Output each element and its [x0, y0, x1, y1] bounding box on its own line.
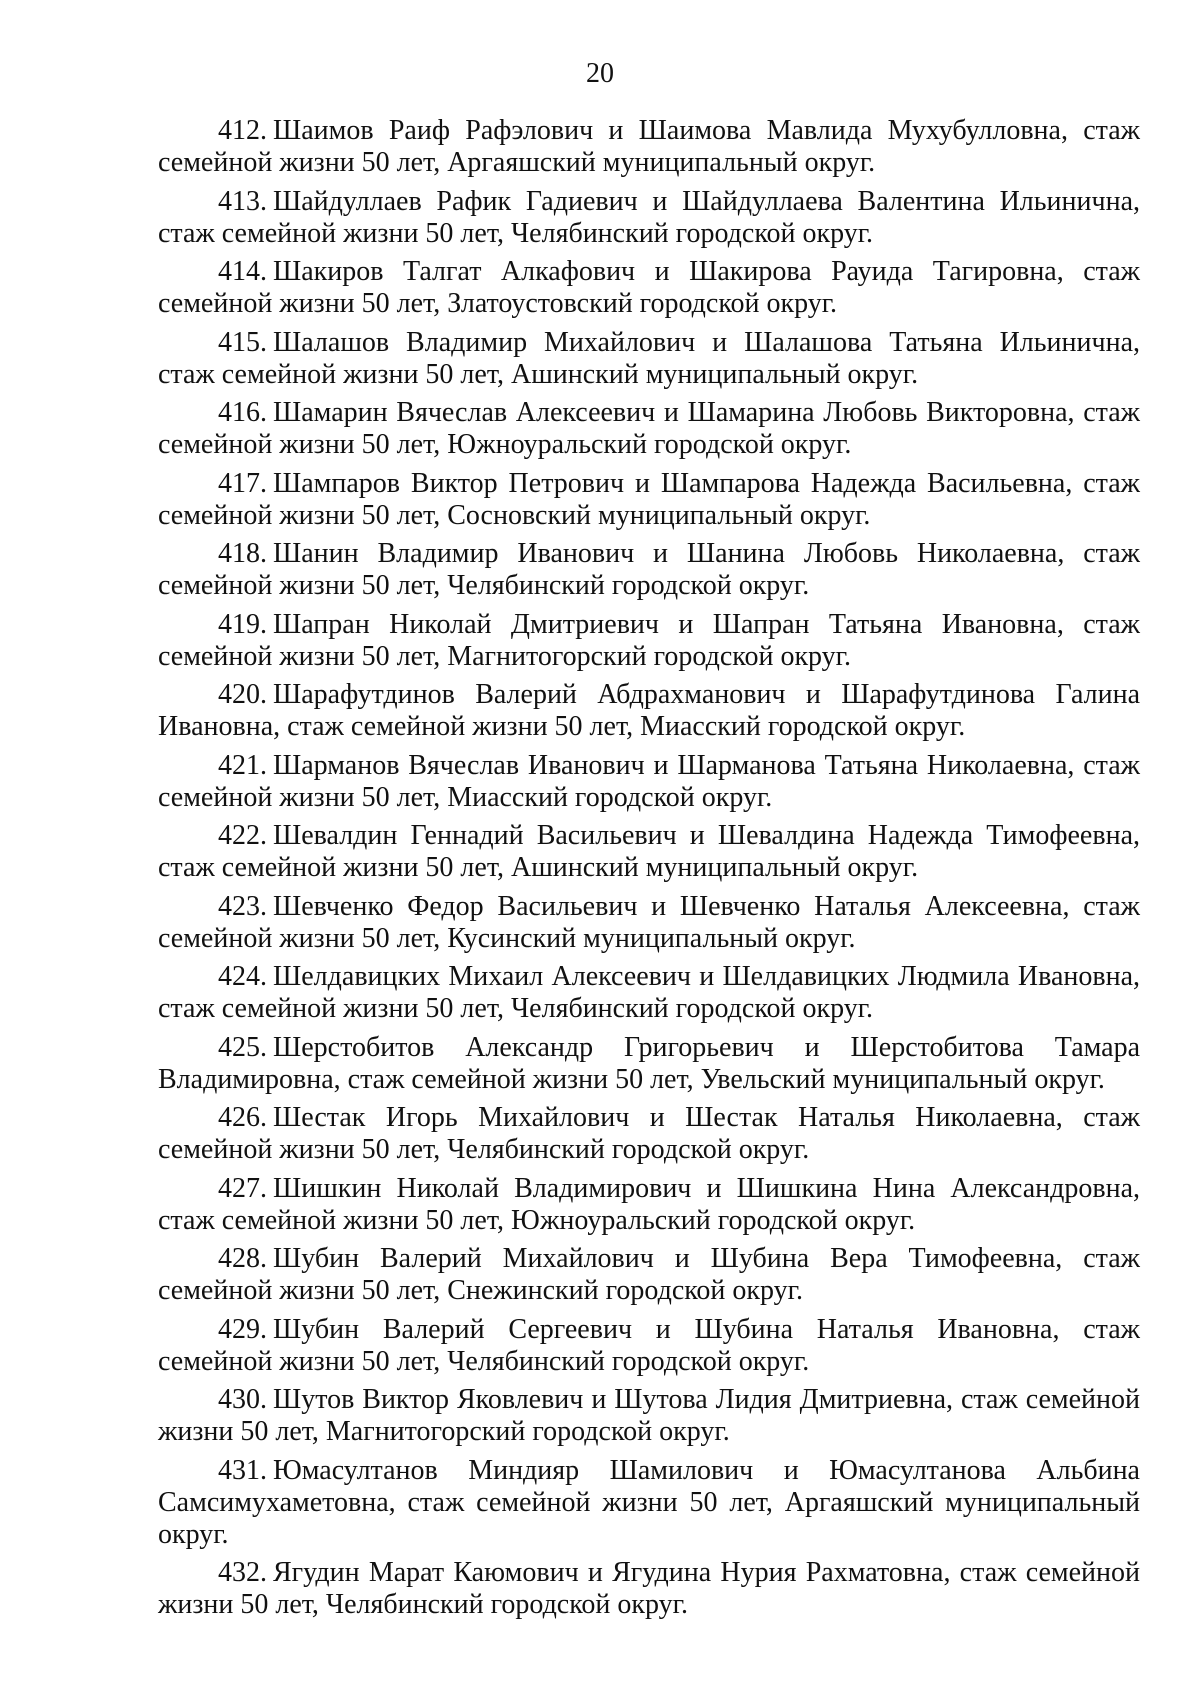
list-item: [158, 1314, 1140, 1378]
entry-number: 412.: [218, 115, 267, 146]
list-item: [158, 820, 1140, 884]
list-item: [158, 1384, 1140, 1448]
entry-text: Шубин Валерий Сергеевич и Шубина Наталья Ивановна, стаж семейной жизни 50 лет, Челябинский городской округ.: [158, 1313, 1140, 1377]
entry-text: Шайдуллаев Рафик Гадиевич и Шайдуллаева Валентина Ильинична, стаж семейной жизни 50 лет, Челябинский городской округ.: [158, 185, 1140, 249]
list-item: [158, 609, 1140, 673]
entry-number: 431.: [218, 1454, 267, 1486]
entry-text: Шампаров Виктор Петрович и Шампарова Надежда Васильевна, стаж семейной жизни 50 лет, Сосновский муниципальный округ.: [158, 467, 1140, 531]
entry-number: 420.: [218, 679, 267, 710]
list-item: [158, 186, 1140, 250]
list-item: [158, 538, 1140, 602]
entry-text: Ягудин Марат Каюмович и Ягудина Нурия Рахматовна, стаж семейной жизни 50 лет, Челябинский городской округ.: [158, 1557, 1140, 1620]
entry-text: Шалашов Владимир Михайлович и Шалашова Татьяна Ильинична, стаж семейной жизни 50 лет, Ашинский муниципальный округ.: [158, 326, 1140, 390]
list-item: [158, 1243, 1140, 1307]
list-item: [158, 115, 1140, 179]
entry-text: Юмасултанов Миндияр Шамилович и Юмасултанова Альбина Самсимухаметовна, стаж семейной жизни 50 лет, Аргаяшский муниципальный округ.: [158, 1454, 1140, 1550]
entry-number: 419.: [218, 608, 267, 640]
list-item: [158, 397, 1140, 461]
entry-text: Шелдавицких Михаил Алексеевич и Шелдавицких Людмила Ивановна, стаж семейной жизни 50 лет, Челябинский городской округ.: [158, 961, 1140, 1024]
list-item: [158, 1102, 1140, 1166]
list-item: [158, 1032, 1140, 1096]
list-item: [158, 256, 1140, 320]
list-item: [158, 1173, 1140, 1237]
entry-number: 417.: [218, 467, 267, 499]
entry-number: 414.: [218, 256, 267, 287]
entries-list: [158, 115, 1140, 1628]
entry-text: Шарманов Вячеслав Иванович и Шарманова Татьяна Николаевна, стаж семейной жизни 50 лет, Миасский городской округ.: [158, 749, 1140, 813]
entry-number: 427.: [218, 1172, 267, 1204]
entry-number: 418.: [218, 538, 267, 569]
entry-text: Шишкин Николай Владимирович и Шишкина Нина Александровна, стаж семейной жизни 50 лет, Южноуральский городской округ.: [158, 1172, 1140, 1236]
list-item: [158, 679, 1140, 743]
entry-text: Шакиров Талгат Алкафович и Шакирова Рауида Тагировна, стаж семейной жизни 50 лет, Златоустовский городской округ.: [158, 256, 1140, 319]
entry-number: 428.: [218, 1243, 267, 1274]
entry-text: Шапран Николай Дмитриевич и Шапран Татьяна Ивановна, стаж семейной жизни 50 лет, Магнитогорский городской округ.: [158, 608, 1140, 672]
list-item: [158, 891, 1140, 955]
list-item: [158, 750, 1140, 814]
entry-number: 416.: [218, 397, 267, 428]
entry-number: 415.: [218, 326, 267, 358]
page-number: 20: [586, 58, 614, 89]
entry-text: Шаимов Раиф Рафэлович и Шаимова Мавлида Мухубулловна, стаж семейной жизни 50 лет, Аргаяшский муниципальный округ.: [158, 115, 1140, 178]
entry-text: Шевалдин Геннадий Васильевич и Шевалдина Надежда Тимофеевна, стаж семейной жизни 50 лет, Ашинский муниципальный округ.: [158, 820, 1140, 883]
entry-text: Шутов Виктор Яковлевич и Шутова Лидия Дмитриевна, стаж семейной жизни 50 лет, Магнитогорский городской округ.: [158, 1384, 1140, 1447]
entry-text: Шамарин Вячеслав Алексеевич и Шамарина Любовь Викторовна, стаж семейной жизни 50 лет, Южноуральский городской округ.: [158, 397, 1140, 460]
list-item: [158, 327, 1140, 391]
entry-number: 413.: [218, 185, 267, 217]
list-item: [158, 1557, 1140, 1621]
entry-text: Шерстобитов Александр Григорьевич и Шерстобитова Тамара Владимировна, стаж семейной жизни 50 лет, Увельский муниципальный округ.: [158, 1031, 1140, 1095]
entry-number: 425.: [218, 1031, 267, 1063]
entry-text: Шарафутдинов Валерий Абдрахманович и Шарафутдинова Галина Ивановна, стаж семейной жизни 50 лет, Миасский городской округ.: [158, 679, 1140, 742]
list-item: [158, 1455, 1140, 1551]
entry-number: 421.: [218, 749, 267, 781]
entry-number: 426.: [218, 1102, 267, 1133]
list-item: [158, 961, 1140, 1025]
entry-number: 429.: [218, 1313, 267, 1345]
entry-text: Шевченко Федор Васильевич и Шевченко Наталья Алексеевна, стаж семейной жизни 50 лет, Кусинский муниципальный округ.: [158, 890, 1140, 954]
entry-text: Шубин Валерий Михайлович и Шубина Вера Тимофеевна, стаж семейной жизни 50 лет, Снежинский городской округ.: [158, 1243, 1140, 1306]
entry-number: 422.: [218, 820, 267, 851]
entry-number: 424.: [218, 961, 267, 992]
entry-text: Шанин Владимир Иванович и Шанина Любовь Николаевна, стаж семейной жизни 50 лет, Челябинский городской округ.: [158, 538, 1140, 601]
entry-number: 430.: [218, 1384, 267, 1415]
entry-number: 423.: [218, 890, 267, 922]
entry-text: Шестак Игорь Михайлович и Шестак Наталья Николаевна, стаж семейной жизни 50 лет, Челябинский городской округ.: [158, 1102, 1140, 1165]
list-item: [158, 468, 1140, 532]
entry-number: 432.: [218, 1557, 267, 1588]
